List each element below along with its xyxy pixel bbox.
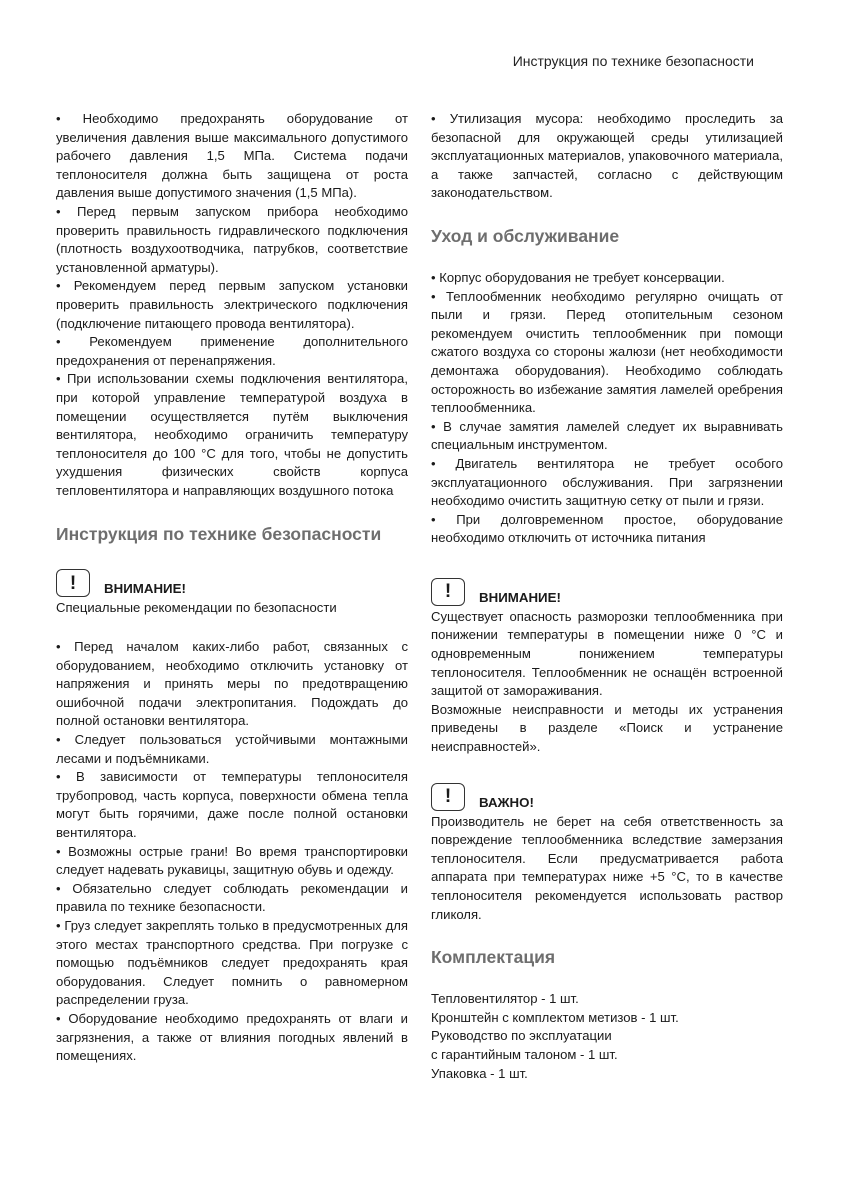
warning-icon: ! [431,578,465,606]
care-list [431,269,783,548]
list-item: • Рекомендуем применение дополнительного предохранения от перенапряжения. [56,333,408,370]
list-item: Упаковка - 1 шт. [431,1065,528,1081]
list-item: Тепловентилятор - 1 шт. [431,991,579,1007]
list-item: • Перед началом каких-либо работ, связанных с оборудованием, необходимо отключить установку от напряжения и принять меры по предотвращению ошибочной подачи электропитания. Подождать до полной остановки вентилятора. [56,638,408,731]
running-header: Инструкция по технике безопасности [512,53,754,69]
list-item: Кронштейн с комплектом метизов - 1 шт. [431,1009,679,1025]
list-item: • Корпус оборудования не требует консервации. [431,269,783,288]
list-item: • Теплообменник необходимо регулярно очищать от пыли и грязи. Перед отопительным сезоном рекомендуем очистить теплообменник при помощи сжатого воздуха со стороны жалюзи (нет необходимости демонтажа оборудования). Необходимо соблюдать осторожность во избежание замятия ламелей оребрения теплообменника. [431,288,783,418]
list-item: с гарантийным талоном - 1 шт. [431,1046,618,1062]
list-item: • Груз следует закреплять только в предусмотренных для этого местах транспортного средства. При погрузке с помощью подъёмников следует предохранять края оборудования. Следует помнить о равномерном распределении груза. [56,917,408,1010]
important-block [431,783,783,925]
warning-text: Возможные неисправности и методы их устранения приведены в разделе «Поиск и устранение неисправностей». [431,701,783,755]
list-item: • Необходимо предохранять оборудование от увеличения давления выше максимального допустимого рабочего давления 1,5 МПа. Система подачи теплоносителя должна быть защищена от роста давления выше допустимого значения (1,5 МПа). [56,110,408,203]
warning-block [431,578,783,757]
important-text: Производитель не берет на себя ответственность за повреждение теплообменника вследствие замерзания теплоносителя. Если предусматривается работа аппарата при температурах ниже +5 °C, то в качестве теплоносителя рекомендуется использовать раствор гликоля. [431,813,783,922]
safety-heading: Инструкция по технике безопасности [56,524,382,545]
list-item: • Утилизация мусора: необходимо проследить за безопасной для окружающей среды утилизацией эксплуатационных материалов, упаковочного материала, а также запчастей, согласно с действующим законодательством. [431,110,783,203]
list-item: • Обязательно следует соблюдать рекомендации и правила по технике безопасности. [56,880,408,917]
warning-icon: ! [56,569,90,597]
left-column [56,110,408,1066]
list-item: • Перед первым запуском прибора необходимо проверить правильность гидравлического подключения (плотность воздухоотводчика, патрубков, соответствие установленной арматуры). [56,203,408,277]
list-item: • При долговременном простое, оборудование необходимо отключить от источника питания [431,511,783,548]
warning-text: Существует опасность разморозки теплообменника при понижении температуры в помещении ниже 0 °C и одновременным понижением температуры теплоносителя. Теплообменник не оснащён встроенной защитой от замораживания. [431,608,783,699]
warning-title: ВНИМАНИЕ! [479,589,561,605]
list-item: • Следует пользоваться устойчивыми монтажными лесами и подъёмниками. [56,731,408,768]
list-item: • В зависимости от температуры теплоносителя трубопровод, часть корпуса, поверхности обмена тепла могут быть горячими, даже после полной остановки вентилятора. [56,768,408,842]
kit-list [431,990,783,1083]
kit-heading: Комплектация [431,947,556,968]
list-item: • Двигатель вентилятора не требует особого эксплуатационного обслуживания. При загрязнении необходимо очистить защитную сетку от пыли и грязи. [431,455,783,511]
list-item: Руководство по эксплуатации [431,1028,612,1044]
list-item: • При использовании схемы подключения вентилятора, при которой управление температурой воздуха в помещении осуществляется путём выключения вентилятора, необходимо ограничить температуру теплоносителя до 100 °C для того, чтобы не допустить ухудшения физических свойств корпуса тепловентилятора и направляющих воздушного потока [56,370,408,500]
list-item: • В случае замятия ламелей следует их выравнивать специальным инструментом. [431,418,783,455]
important-icon: ! [431,783,465,811]
safety-list [56,638,408,1066]
warning-subtitle: Специальные рекомендации по безопасности [56,600,337,616]
care-heading: Уход и обслуживание [431,225,620,246]
warning-block [56,569,408,618]
list-item: • Возможны острые грани! Во время транспортировки следует надевать рукавицы, защитную обувь и одежду. [56,843,408,880]
warning-title: ВНИМАНИЕ! [104,581,186,597]
important-title: ВАЖНО! [479,794,534,810]
list-item: • Рекомендуем перед первым запуском установки проверить правильность электрического подключения (подключение питающего провода вентилятора). [56,277,408,333]
right-column [431,110,783,1083]
list-item: • Оборудование необходимо предохранять от влаги и загрязнения, а также от влияния погодных явлений в помещениях. [56,1010,408,1066]
